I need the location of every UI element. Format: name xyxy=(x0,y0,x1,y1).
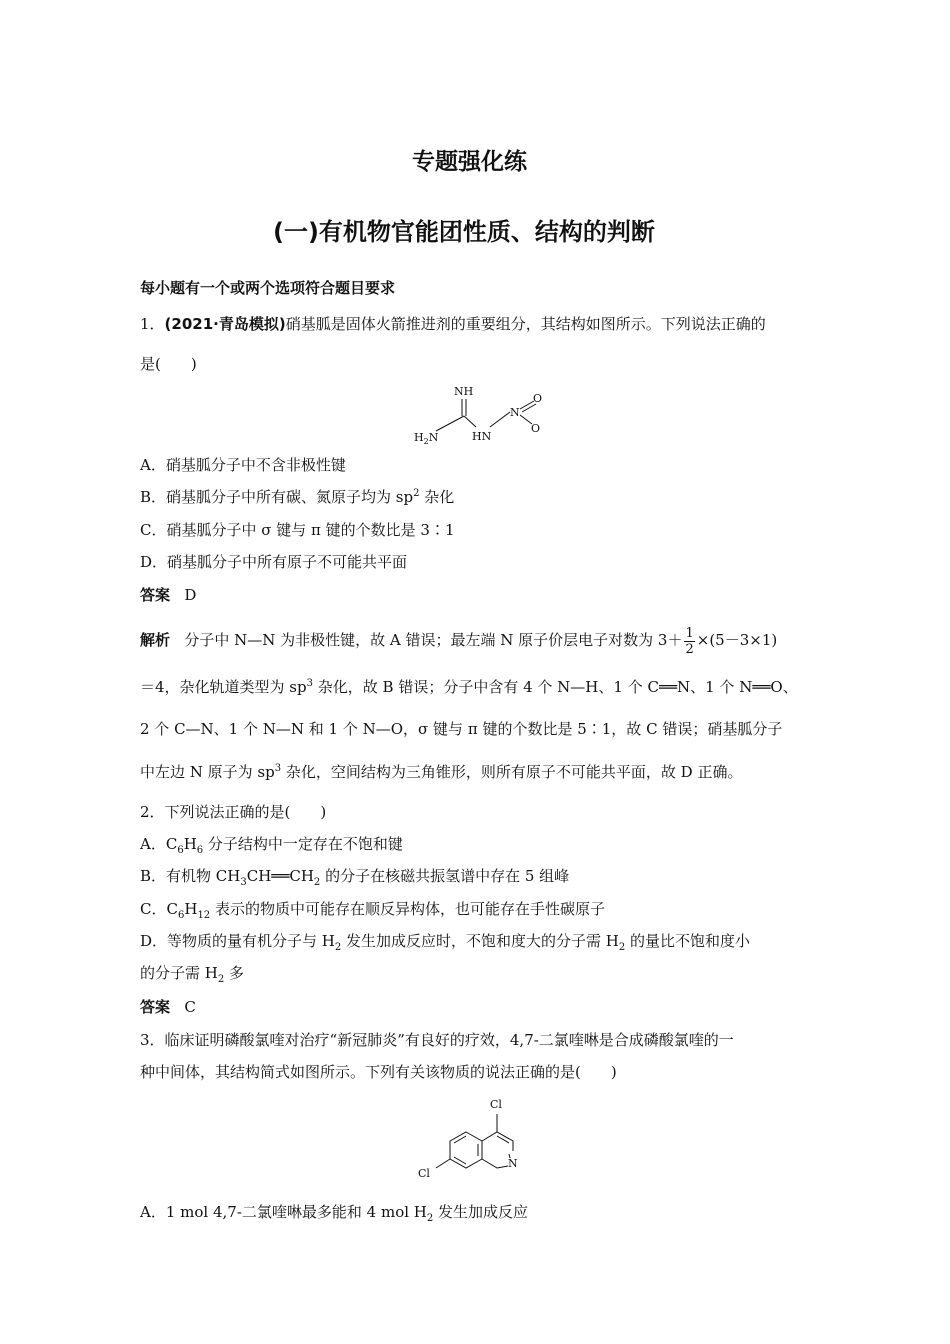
q2-option-d: D．等物质的量有机分子与 $H_2$ 发生加成反应时，不饱和度大的分子需 $H_2$ 的量比不饱和度小 xyxy=(140,932,751,953)
q2-stem: 2．下列说法正确的是( ) xyxy=(140,803,327,821)
q3-stem-line2: 种中间体，其结构简式如图所示。下列有关该物质的说法正确的是( ) xyxy=(140,1063,617,1081)
q2-option-d-cont: 的分子需 $H_2$ 多 xyxy=(140,964,245,985)
page-subtitle: (一)有机物官能团性质、结构的判断 xyxy=(273,218,655,246)
q1-stem-text: 硝基胍是固体火箭推进剂的重要组分，其结构如图所示。下列说法正确的 xyxy=(285,315,766,333)
page-title: 专题强化练 xyxy=(412,149,527,175)
q1-option-c: C．硝基胍分子中 σ 键与 π 键的个数比是 3∶1 xyxy=(140,521,455,539)
q1-stem-line1 xyxy=(140,314,766,334)
hn-label: HN xyxy=(472,430,492,443)
instruction: 每小题有一个或两个选项符合题目要求 xyxy=(140,279,396,297)
q1-number: 1． xyxy=(140,315,165,333)
q2-option-c: C．$C_6H_{12}$ 表示的物质中可能存在顺反异构体，也可能存在手性碳原子 xyxy=(140,900,605,921)
q1-option-b: B．硝基胍分子中所有碳、氮原子均为 $sp^2$ 杂化 xyxy=(140,488,455,506)
q1-analysis-line4: 中左边 N 原子为 $sp^3$ 杂化，空间结构为三角锥形，则所有原子不可能共平面，故 D 正确。 xyxy=(140,763,743,781)
q2-answer: 答案 C xyxy=(140,998,196,1016)
nh-label: NH xyxy=(454,385,474,398)
q1-option-a: A．硝基胍分子中不含非极性键 xyxy=(140,456,346,474)
h2n-label: $H_2N$ xyxy=(414,431,439,446)
n-label: N xyxy=(508,1157,518,1170)
n-label: N xyxy=(510,406,520,419)
q1-analysis-line3: 2 个 C—N、1 个 N—N 和 1 个 N—O，σ 键与 π 键的个数比是 5∶1，故 C 错误；硝基胍分子 xyxy=(140,720,783,738)
fraction-one-half: $\frac{1}{2}$ xyxy=(685,625,694,657)
o-top-label: O xyxy=(533,392,543,405)
q2-option-b: B．有机物 $CH_3CH══CH_2$ 的分子在核磁共振氢谱中存在 5 组峰 xyxy=(140,867,570,888)
analysis-label: 解析 xyxy=(140,631,171,649)
q1-analysis-line2: ＝4，杂化轨道类型为 $sp^3$ 杂化，故 B 错误；分子中含有 4 个 N—H、1 个 C══N、1 个 N══O、 xyxy=(140,678,798,696)
q1-analysis-line1: 解析 分子中 N—N 为非极性键，故 A 错误；最左端 N 原子价层电子对数为 3＋ $\frac{1}{2}$ ×(5－3×1) xyxy=(140,625,778,657)
q2-option-a: A．$C_6H_6$ 分子结构中一定存在不饱和键 xyxy=(140,835,403,856)
q1-answer: 答案 D xyxy=(140,586,197,604)
nitroguanidine-structure xyxy=(410,382,550,446)
cl-top-label: Cl xyxy=(490,1098,502,1111)
q1-source: (2021·青岛模拟) xyxy=(164,315,286,333)
q1-option-d: D．硝基胍分子中所有原子不可能共平面 xyxy=(140,553,408,571)
q3-option-a: A．1 mol 4,7-二氯喹啉最多能和 4 mol $H_2$ 发生加成反应 xyxy=(140,1203,529,1224)
cl-left-label: Cl xyxy=(418,1167,430,1180)
dichloroquinoline-structure xyxy=(410,1094,560,1192)
q1-stem-line2: 是( ) xyxy=(140,355,197,373)
q3-stem-line1: 3．临床证明磷酸氯喹对治疗“新冠肺炎”有良好的疗效，4,7-二氯喹啉是合成磷酸氯喹的一 xyxy=(140,1031,734,1049)
o-bottom-label: O xyxy=(531,422,541,435)
